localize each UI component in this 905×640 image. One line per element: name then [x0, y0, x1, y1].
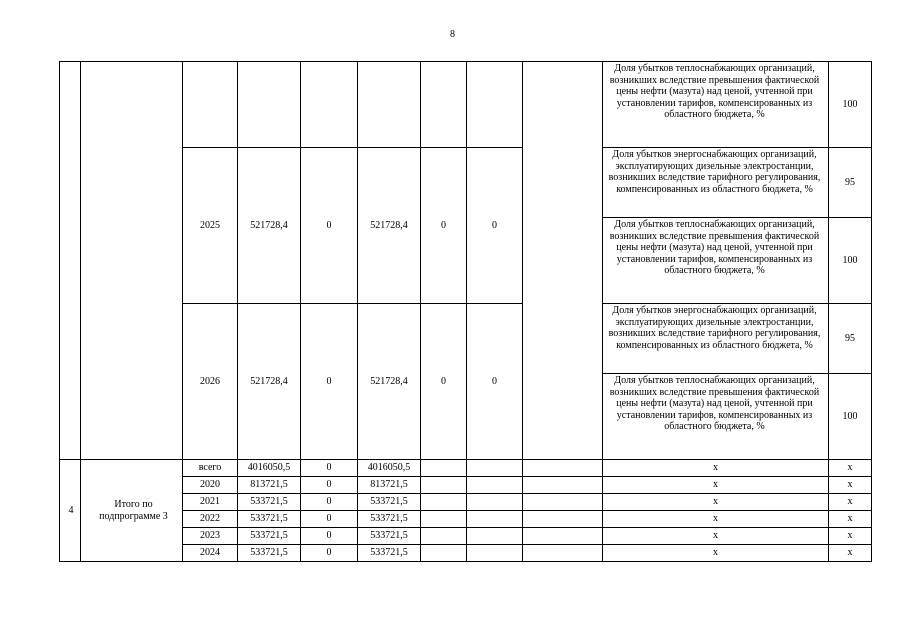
summary-index: 4	[60, 460, 81, 562]
local-cell	[421, 528, 467, 545]
year-cell: 2025	[183, 148, 238, 304]
local-cell	[421, 477, 467, 494]
local-cell	[421, 511, 467, 528]
indicator-mark: х	[603, 460, 829, 477]
total-cell: 533721,5	[238, 494, 301, 511]
indicator-text: Доля убытков теплоснабжающих организаций, возникших вследствие превышения фактической цены нефти (мазута) над ценой, учтенной при установлении тарифов, компенсированных из областного бюджета, %	[603, 218, 829, 304]
year-cell: 2021	[183, 494, 238, 511]
regional-cell	[358, 62, 421, 148]
executor-cell	[523, 545, 603, 562]
regional-cell: 533721,5	[358, 545, 421, 562]
indicator-mark: х	[603, 494, 829, 511]
federal-cell: 0	[301, 477, 358, 494]
indicator-text: Доля убытков энергоснабжающих организаций, эксплуатирующих дизельные электростанции, возникших вследствие тарифного регулирования, компенсированных из областного бюджета, %	[603, 304, 829, 374]
year-cell: 2022	[183, 511, 238, 528]
total-cell: 533721,5	[238, 528, 301, 545]
index-cell	[60, 62, 81, 460]
federal-cell: 0	[301, 460, 358, 477]
indicator-mark: х	[603, 545, 829, 562]
year-cell: 2023	[183, 528, 238, 545]
regional-cell: 533721,5	[358, 528, 421, 545]
value-mark: х	[829, 477, 872, 494]
total-cell	[238, 62, 301, 148]
year-cell	[183, 62, 238, 148]
program-table	[59, 61, 872, 562]
total-cell: 4016050,5	[238, 460, 301, 477]
other-cell: 0	[467, 148, 523, 304]
other-cell	[467, 528, 523, 545]
total-cell: 521728,4	[238, 148, 301, 304]
regional-cell: 813721,5	[358, 477, 421, 494]
executor-cell	[523, 494, 603, 511]
federal-cell: 0	[301, 545, 358, 562]
indicator-mark: х	[603, 528, 829, 545]
page-number: 8	[450, 29, 455, 40]
executor-cell	[523, 528, 603, 545]
summary-label: Итого по подпрограмме 3	[81, 460, 183, 562]
federal-cell	[301, 62, 358, 148]
year-cell: 2024	[183, 545, 238, 562]
indicator-value: 100	[829, 62, 872, 148]
total-cell: 813721,5	[238, 477, 301, 494]
federal-cell: 0	[301, 528, 358, 545]
year-cell: 2026	[183, 304, 238, 460]
other-cell	[467, 62, 523, 148]
local-cell: 0	[421, 148, 467, 304]
federal-cell: 0	[301, 304, 358, 460]
other-cell	[467, 477, 523, 494]
indicator-mark: х	[603, 477, 829, 494]
value-mark: х	[829, 528, 872, 545]
value-mark: х	[829, 545, 872, 562]
federal-cell: 0	[301, 148, 358, 304]
indicator-text: Доля убытков теплоснабжающих организаций, возникших вследствие превышения фактической цены нефти (мазута) над ценой, учтенной при установлении тарифов, компенсированных из областного бюджета, %	[603, 374, 829, 460]
executor-cell	[523, 511, 603, 528]
local-cell	[421, 545, 467, 562]
total-cell: 533721,5	[238, 511, 301, 528]
other-cell	[467, 460, 523, 477]
indicator-mark: х	[603, 511, 829, 528]
summary-row	[60, 460, 872, 477]
indicator-value: 100	[829, 374, 872, 460]
local-cell	[421, 62, 467, 148]
indicator-value: 95	[829, 304, 872, 374]
value-mark: х	[829, 494, 872, 511]
indicator-text: Доля убытков энергоснабжающих организаций, эксплуатирующих дизельные электростанции, возникших вследствие тарифного регулирования, компенсированных из областного бюджета, %	[603, 148, 829, 218]
year-cell: всего	[183, 460, 238, 477]
total-cell: 521728,4	[238, 304, 301, 460]
regional-cell: 521728,4	[358, 304, 421, 460]
federal-cell: 0	[301, 511, 358, 528]
local-cell	[421, 460, 467, 477]
total-cell: 533721,5	[238, 545, 301, 562]
executor-cell	[523, 62, 603, 460]
indicator-text: Доля убытков теплоснабжающих организаций, возникших вследствие превышения фактической цены нефти (мазута) над ценой, учтенной при установлении тарифов, компенсированных из областного бюджета, %	[603, 62, 829, 148]
value-mark: х	[829, 460, 872, 477]
executor-cell	[523, 477, 603, 494]
regional-cell: 521728,4	[358, 148, 421, 304]
other-cell: 0	[467, 304, 523, 460]
table-row	[60, 62, 872, 148]
other-cell	[467, 494, 523, 511]
value-mark: х	[829, 511, 872, 528]
local-cell: 0	[421, 304, 467, 460]
federal-cell: 0	[301, 494, 358, 511]
year-cell: 2020	[183, 477, 238, 494]
executor-cell	[523, 460, 603, 477]
other-cell	[467, 545, 523, 562]
indicator-value: 100	[829, 218, 872, 304]
regional-cell: 533721,5	[358, 511, 421, 528]
indicator-value: 95	[829, 148, 872, 218]
regional-cell: 533721,5	[358, 494, 421, 511]
other-cell	[467, 511, 523, 528]
regional-cell: 4016050,5	[358, 460, 421, 477]
name-cell	[81, 62, 183, 460]
local-cell	[421, 494, 467, 511]
